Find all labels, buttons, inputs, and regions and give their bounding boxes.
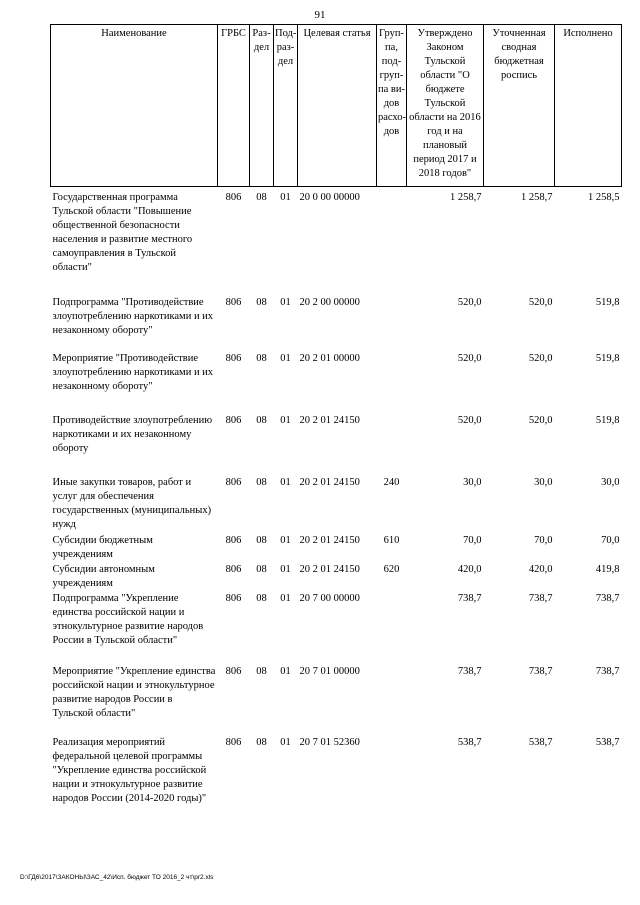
table-cell-grbs: 806 [225, 665, 242, 677]
table-cell-utochnennaya: 520,0 [528, 414, 553, 426]
table-cell-name: Субсидии автономным учреждениям [52, 563, 155, 589]
table-cell-podrazdel: 01 [280, 476, 291, 488]
table-cell-podrazdel: 01 [280, 414, 291, 426]
table-cell-vid-raskhodov [377, 187, 407, 296]
header-podrazdel: Под-раз-дел [274, 25, 298, 187]
table-cell-utverzhdeno: 1 258,7 [450, 192, 482, 203]
table-row [51, 187, 622, 296]
table-cell-utochnennaya: 738,7 [528, 665, 553, 677]
budget-table [50, 24, 622, 836]
table-cell-tselevaya-statya: 20 7 01 52360 [299, 736, 360, 748]
table-cell-grbs: 806 [225, 592, 242, 604]
table-cell-vid-raskhodov [377, 736, 407, 836]
table-cell-utochnennaya: 738,7 [528, 592, 553, 604]
table-cell-utochnennaya: 30,0 [534, 476, 553, 488]
table-cell-razdel: 08 [256, 352, 267, 364]
table-row [51, 414, 622, 476]
table-cell-razdel: 08 [256, 592, 267, 604]
table-cell-grbs: 806 [225, 414, 242, 426]
table-cell-tselevaya-statya: 20 0 00 00000 [299, 192, 360, 203]
table-row [51, 352, 622, 414]
table-cell-ispolneno: 738,7 [595, 665, 620, 677]
table-cell-ispolneno: 419,8 [595, 563, 620, 575]
table-cell-vid-raskhodov [377, 414, 407, 476]
header-tselevaya-statya: Целевая статья [298, 25, 377, 187]
table-cell-grbs: 806 [225, 352, 242, 364]
table-cell-ispolneno: 70,0 [601, 534, 620, 546]
table-cell-tselevaya-statya: 20 7 00 00000 [299, 592, 360, 604]
table-row [51, 563, 622, 592]
table-cell-razdel: 08 [256, 192, 267, 203]
table-cell-podrazdel: 01 [280, 534, 291, 546]
table-cell-grbs: 806 [225, 192, 242, 203]
table-cell-tselevaya-statya: 20 2 01 24150 [299, 414, 360, 426]
table-cell-vid-raskhodov: 240 [383, 476, 400, 488]
header-razdel: Раз-дел [250, 25, 274, 187]
table-cell-vid-raskhodov: 610 [383, 534, 400, 546]
table-cell-name: Реализация мероприятий федеральной целевой программы "Укрепление единства российской нации и этнокультурное развитие народов России (2014-2020 годы)" [52, 736, 207, 804]
table-row [51, 592, 622, 665]
table-cell-ispolneno: 30,0 [601, 476, 620, 488]
table-cell-utochnennaya: 538,7 [528, 736, 553, 748]
table-cell-ispolneno: 519,8 [595, 352, 620, 364]
table-cell-tselevaya-statya: 20 2 00 00000 [299, 296, 360, 308]
table-cell-grbs: 806 [225, 534, 242, 546]
table-cell-tselevaya-statya: 20 2 01 24150 [299, 563, 360, 575]
table-cell-tselevaya-statya: 20 2 01 24150 [299, 534, 360, 546]
table-cell-utverzhdeno: 30,0 [463, 476, 482, 488]
header-utochnennaya-rospis: Уточненная сводная бюджетная роспись [484, 25, 555, 187]
page-number: 91 [314, 9, 326, 21]
table-cell-podrazdel: 01 [280, 736, 291, 748]
table-cell-utverzhdeno: 738,7 [457, 592, 482, 604]
table-row [51, 665, 622, 736]
header-name: Наименование [51, 25, 218, 187]
header-utverzhdeno: Утверждено Законом Тульской области "О бюджете Тульской области на 2016 год и на плановый период 2017 и 2018 годов" [407, 25, 484, 187]
table-cell-podrazdel: 01 [280, 352, 291, 364]
table-cell-grbs: 806 [225, 296, 242, 308]
table-cell-ispolneno: 519,8 [595, 414, 620, 426]
table-cell-vid-raskhodov: 620 [383, 563, 400, 575]
table-row [51, 736, 622, 836]
table-cell-razdel: 08 [256, 534, 267, 546]
table-cell-podrazdel: 01 [280, 592, 291, 604]
table-cell-razdel: 08 [256, 476, 267, 488]
table-cell-podrazdel: 01 [280, 192, 291, 203]
table-cell-vid-raskhodov [377, 296, 407, 352]
table-cell-utverzhdeno: 520,0 [457, 296, 482, 308]
table-cell-podrazdel: 01 [280, 665, 291, 677]
table-cell-grbs: 806 [225, 563, 242, 575]
table-cell-razdel: 08 [256, 563, 267, 575]
table-cell-vid-raskhodov [377, 665, 407, 736]
table-cell-razdel: 08 [256, 736, 267, 748]
table-cell-utochnennaya: 1 258,7 [521, 192, 553, 203]
table-cell-utverzhdeno: 70,0 [463, 534, 482, 546]
table-cell-grbs: 806 [225, 736, 242, 748]
table-cell-tselevaya-statya: 20 2 01 24150 [299, 476, 360, 488]
table-cell-name: Субсидии бюджетным учреждениям [52, 534, 153, 560]
table-cell-ispolneno: 519,8 [595, 296, 620, 308]
table-cell-podrazdel: 01 [280, 563, 291, 575]
table-cell-tselevaya-statya: 20 2 01 00000 [299, 352, 360, 364]
table-cell-utochnennaya: 520,0 [528, 296, 553, 308]
header-ispolneno: Исполнено [555, 25, 622, 187]
table-cell-utverzhdeno: 420,0 [457, 563, 482, 575]
table-cell-name: Подпрограмма "Укрепление единства российской нации и этнокультурное развитие народов России в Тульской области" [52, 592, 204, 646]
table-row [51, 476, 622, 534]
header-grbs: ГРБС [218, 25, 250, 187]
table-cell-utverzhdeno: 738,7 [457, 665, 482, 677]
table-cell-ispolneno: 738,7 [595, 592, 620, 604]
table-row [51, 534, 622, 563]
table-cell-ispolneno: 1 258,5 [588, 192, 620, 203]
file-path-footer: D:\ГД6\2017\ЗАКОНЫ\ЗАС_42\Исп. бюджет ТО 2016_2 чт\pr2.xls [20, 874, 214, 881]
table-cell-razdel: 08 [256, 296, 267, 308]
table-cell-utochnennaya: 520,0 [528, 352, 553, 364]
table-cell-utochnennaya: 70,0 [534, 534, 553, 546]
table-cell-vid-raskhodov [377, 352, 407, 414]
header-gruppa-vidov-raskhodov: Груп-па, под-груп-па ви-дов расхо-дов [377, 25, 407, 187]
table-cell-utverzhdeno: 520,0 [457, 352, 482, 364]
table-header-row [51, 25, 622, 187]
table-cell-vid-raskhodov [377, 592, 407, 665]
table-cell-name: Противодействие злоупотреблению наркотиками и их незаконному обороту [52, 414, 213, 454]
table-cell-tselevaya-statya: 20 7 01 00000 [299, 665, 360, 677]
table-cell-utverzhdeno: 520,0 [457, 414, 482, 426]
table-cell-name: Государственная программа Тульской области "Повышение общественной безопасности населения и развитие местного самоуправления в Тульской области" [52, 192, 193, 273]
table-cell-podrazdel: 01 [280, 296, 291, 308]
table-cell-name: Мероприятие "Противодействие злоупотреблению наркотиками и их незаконному обороту" [52, 352, 214, 392]
table-cell-name: Иные закупки товаров, работ и услуг для обеспечения государственных (муниципальных) нужд [52, 476, 212, 530]
table-cell-name: Подпрограмма "Противодействие злоупотреблению наркотиками и их незаконному обороту" [52, 296, 214, 336]
table-cell-ispolneno: 538,7 [595, 736, 620, 748]
table-cell-razdel: 08 [256, 414, 267, 426]
table-cell-utochnennaya: 420,0 [528, 563, 553, 575]
table-cell-utverzhdeno: 538,7 [457, 736, 482, 748]
table-cell-name: Мероприятие "Укрепление единства российской нации и этнокультурное развитие народов России в Тульской области" [52, 665, 216, 719]
table-cell-grbs: 806 [225, 476, 242, 488]
table-row [51, 296, 622, 352]
table-cell-razdel: 08 [256, 665, 267, 677]
